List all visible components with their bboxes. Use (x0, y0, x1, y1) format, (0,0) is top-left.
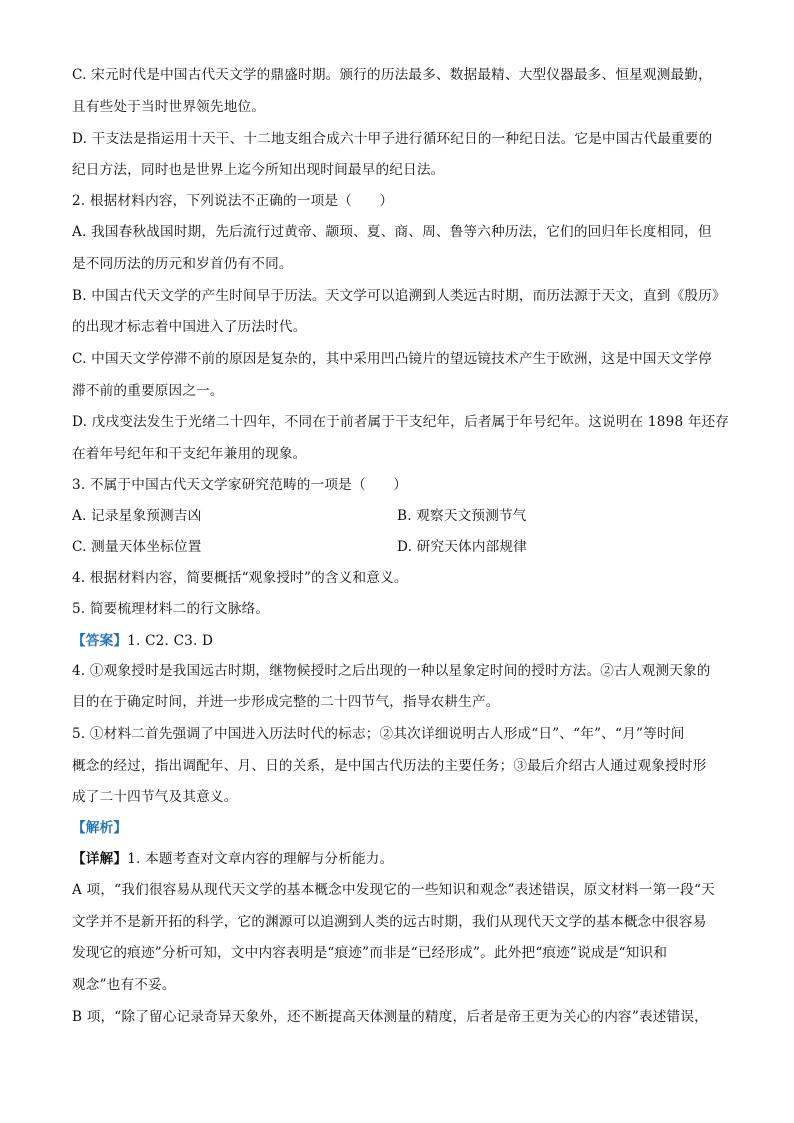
detail-tag: 【详解】 (72, 851, 128, 867)
analysis-a-line3: 发现它的痕迹”分析可知，文中内容表明是“痕迹”而非是“已经形成”。此外把“痕迹”说成是“知识和 (72, 945, 668, 961)
q2-option-a-line2: 是不同历法的历元和岁首仍有不同。 (72, 256, 293, 272)
answer-choices: 1. C2. C3. D (127, 633, 214, 649)
q3-stem: 3. 不属于中国古代天文学家研究范畴的一项是（ ） (72, 477, 408, 493)
detail-text: 1. 本题考查对文章内容的理解与分析能力。 (127, 851, 394, 867)
q2-option-c-line1: C. 中国天文学停滞不前的原因是复杂的，其中采用凹凸镜片的望远镜技术产生于欧洲，这是中国天文学停 (72, 351, 712, 367)
q2-option-b-line2: 的出现才标志着中国进入了历法时代。 (72, 319, 307, 335)
q2-option-d-line1: D. 戊戌变法发生于光绪二十四年，不同在于前者属于干支纪年，后者属于年号纪年。这说明在 1898 年还存 (72, 414, 730, 430)
q5-stem: 5. 简要梳理材料二的行文脉络。 (72, 601, 270, 617)
analysis-a-line2: 文学并不是新开拓的科学，它的渊源可以追溯到人类的远古时期，我们从现代天文学的基本概念中很容易 (72, 914, 707, 930)
q2-option-c-line2: 滞不前的重要原因之一。 (72, 383, 224, 399)
q1-option-c-line2: 且有些处于当时世界领先地位。 (72, 99, 266, 115)
answer-q5-line2: 概念的经过，指出调配年、月、日的关系，是中国古代历法的主要任务；③最后介绍古人通过观象授时形 (72, 758, 707, 774)
answer-q4-line1: 4. ①观象授时是我国远古时期，继物候授时之后出现的一种以星象定时间的授时方法。②古人观测天象的 (72, 663, 711, 679)
q1-option-d-line2: 纪日方法，同时也是世界上迄今所知出现时间最早的纪日法。 (72, 162, 445, 178)
detail-line (72, 850, 732, 868)
analysis-a-line4: 观念”也有不妥。 (72, 977, 176, 993)
q3-option-a: A. 记录星象预测吉凶 (72, 508, 202, 524)
q4-stem: 4. 根据材料内容，简要概括“观象授时”的含义和意义。 (72, 570, 408, 586)
q2-option-a-line1: A. 我国春秋战国时期，先后流行过黄帝、颛顼、夏、商、周、鲁等六种历法，它们的回归年长度相同，但 (72, 224, 712, 240)
analysis-tag-line (72, 819, 732, 837)
analysis-tag: 【解析】 (72, 820, 128, 836)
q3-option-b: B. 观察天文预测节气 (397, 508, 527, 524)
answer-q5-line1: 5. ①材料二首先强调了中国进入历法时代的标志；②其次详细说明古人形成“日”、“年”、“月”等时间 (72, 726, 685, 742)
analysis-b-line1: B 项，“除了留心记录奇异天象外，还不断提高天体测量的精度，后者是帝王更为关心的内容”表述错误， (72, 1009, 708, 1025)
q3-option-d: D. 研究天体内部规律 (397, 539, 528, 555)
q1-option-d-line1: D. 干支法是指运用十天干、十二地支组合成六十甲子进行循环纪日的一种纪日法。它是中国古代最重要的 (72, 131, 713, 147)
q2-option-b-line1: B. 中国古代天文学的产生时间早于历法。天文学可以追溯到人类远古时期，而历法源于天文，直到《殷历》 (72, 288, 726, 304)
q3-option-c: C. 测量天体坐标位置 (72, 539, 202, 555)
answer-tag: 【答案】 (72, 633, 128, 649)
answer-q4-line2: 目的在于确定时间，并进一步形成完整的二十四节气，指导农耕生产。 (72, 694, 500, 710)
q1-option-c-line1: C. 宋元时代是中国古代天文学的鼎盛时期。颁行的历法最多、数据最精、大型仪器最多、恒星观测最勤， (72, 67, 712, 83)
q2-option-d-line2: 在着年号纪年和干支纪年兼用的现象。 (72, 446, 307, 462)
analysis-a-line1: A 项，“我们很容易从现代天文学的基本概念中发现它的一些知识和观念”表述错误，原文材料一第一段“天 (72, 882, 715, 898)
answer-line (72, 632, 732, 650)
answer-q5-line3: 成了二十四节气及其意义。 (72, 789, 238, 805)
q2-stem: 2. 根据材料内容，下列说法不正确的一项是（ ） (72, 193, 394, 209)
